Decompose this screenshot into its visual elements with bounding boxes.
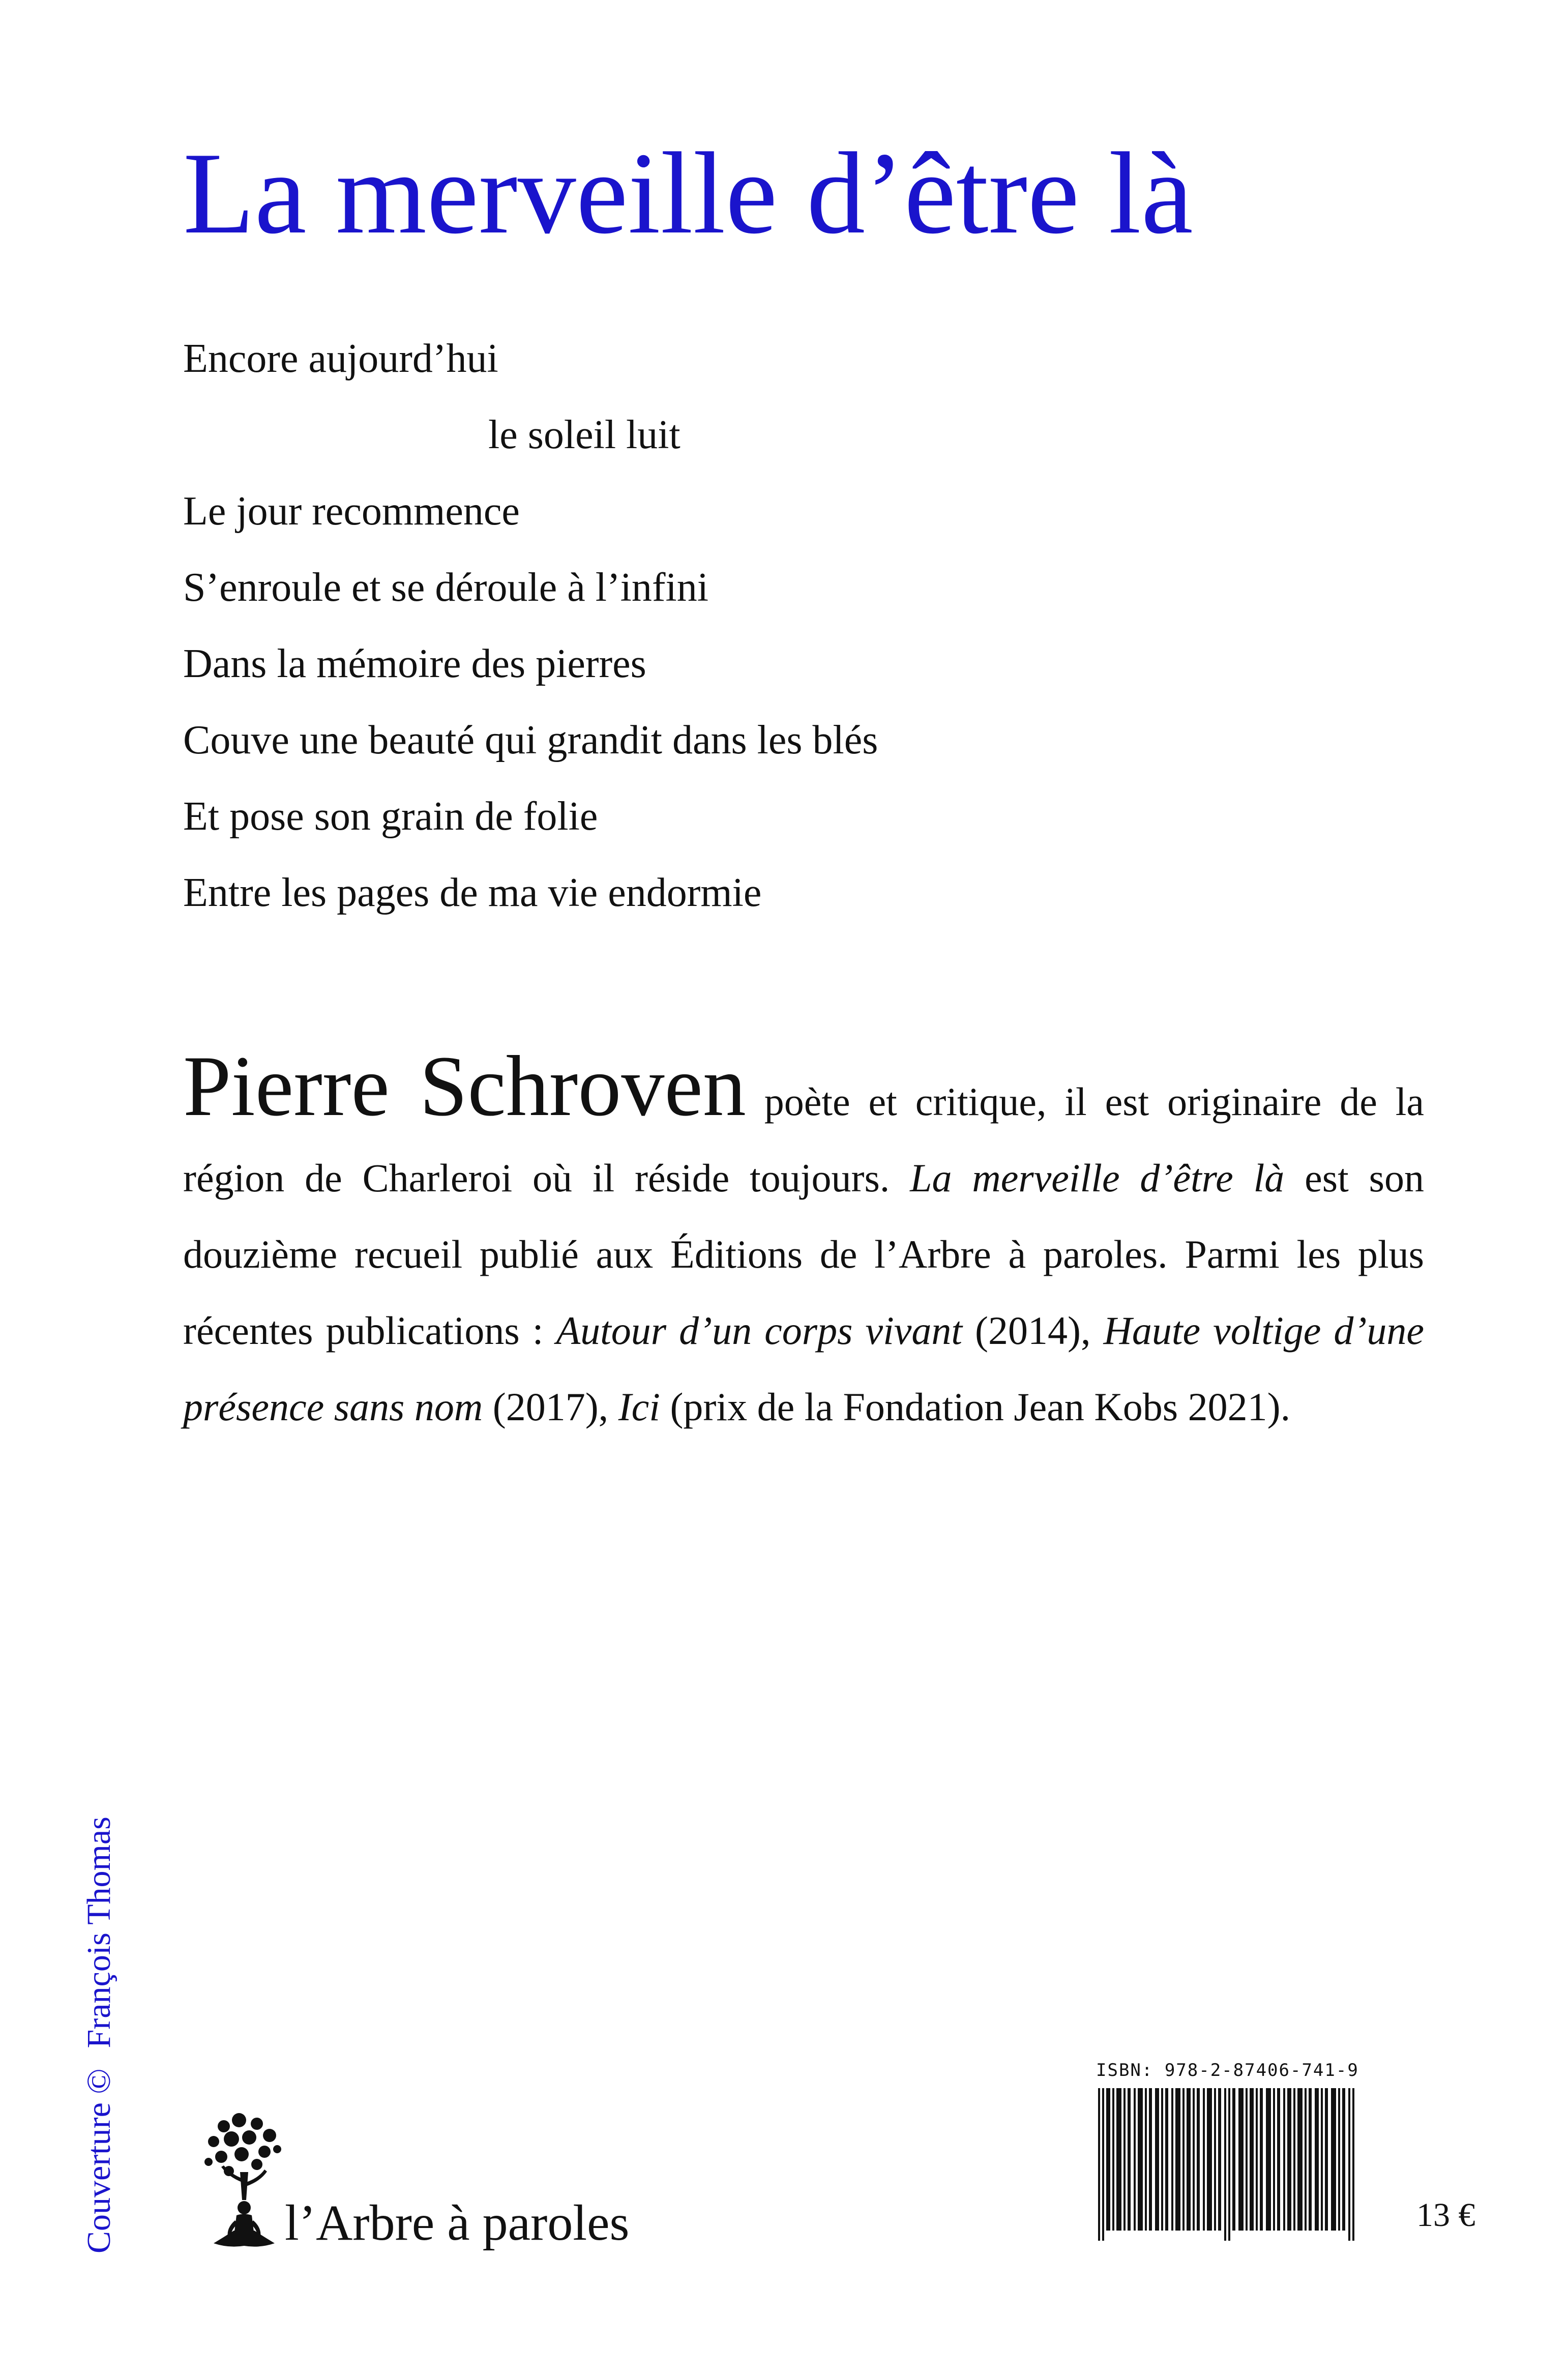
publisher <box>193 2106 702 2259</box>
barcode-icon <box>1096 2088 1360 2241</box>
tree-meditation-icon <box>193 2106 295 2259</box>
poem-line: Le jour recommence <box>183 489 520 534</box>
cover-credit-name: François Thomas <box>80 1816 117 2048</box>
bio-work-title: Ici <box>618 1385 660 1429</box>
author-name: Pierre Schroven <box>183 1038 746 1134</box>
price: 13 € <box>1416 2196 1475 2234</box>
cover-credit-label: Couverture © <box>80 2068 117 2253</box>
author-bio <box>183 1038 1425 1445</box>
poem-line: Dans la mémoire des pierres <box>183 641 646 686</box>
publisher-name: l’Arbre à paroles <box>285 2194 630 2251</box>
bio-work-title: Haute voltige d’une présence sans nom <box>183 1308 1424 1429</box>
poem-line: le soleil luit <box>488 413 681 457</box>
poem-line: Couve une beauté qui grandit dans les blés <box>183 718 878 763</box>
bio-text: (2017), <box>483 1385 618 1429</box>
bio-text: est son douzième recueil publié aux Éditions de l’Arbre à paroles. Parmi les plus récentes publications : <box>183 1156 1424 1353</box>
cover-credit <box>79 1816 120 2253</box>
bio-text: poète et critique, il est originaire de la région de Charleroi où il réside toujours. <box>183 1079 1425 1200</box>
poem-line: Entre les pages de ma vie endormie <box>183 870 762 915</box>
poem <box>183 320 1404 931</box>
bio-work-title: Autour d’un corps vivant <box>556 1308 963 1353</box>
poem-line: S’enroule et se déroule à l’infini <box>183 565 708 610</box>
isbn-number: ISBN: 978-2-87406-741-9 <box>1096 2060 1359 2080</box>
poem-line: Encore aujourd’hui <box>183 336 498 381</box>
poem-line: Et pose son grain de folie <box>183 794 598 839</box>
bio-text: (prix de la Fondation Jean Kobs 2021). <box>660 1385 1291 1429</box>
isbn-barcode <box>1096 2060 1381 2248</box>
bio-text: (2014), <box>962 1308 1104 1353</box>
book-title: La merveille d’être là <box>183 128 1193 258</box>
bio-book-title: La merveille d’être là <box>910 1156 1285 1200</box>
